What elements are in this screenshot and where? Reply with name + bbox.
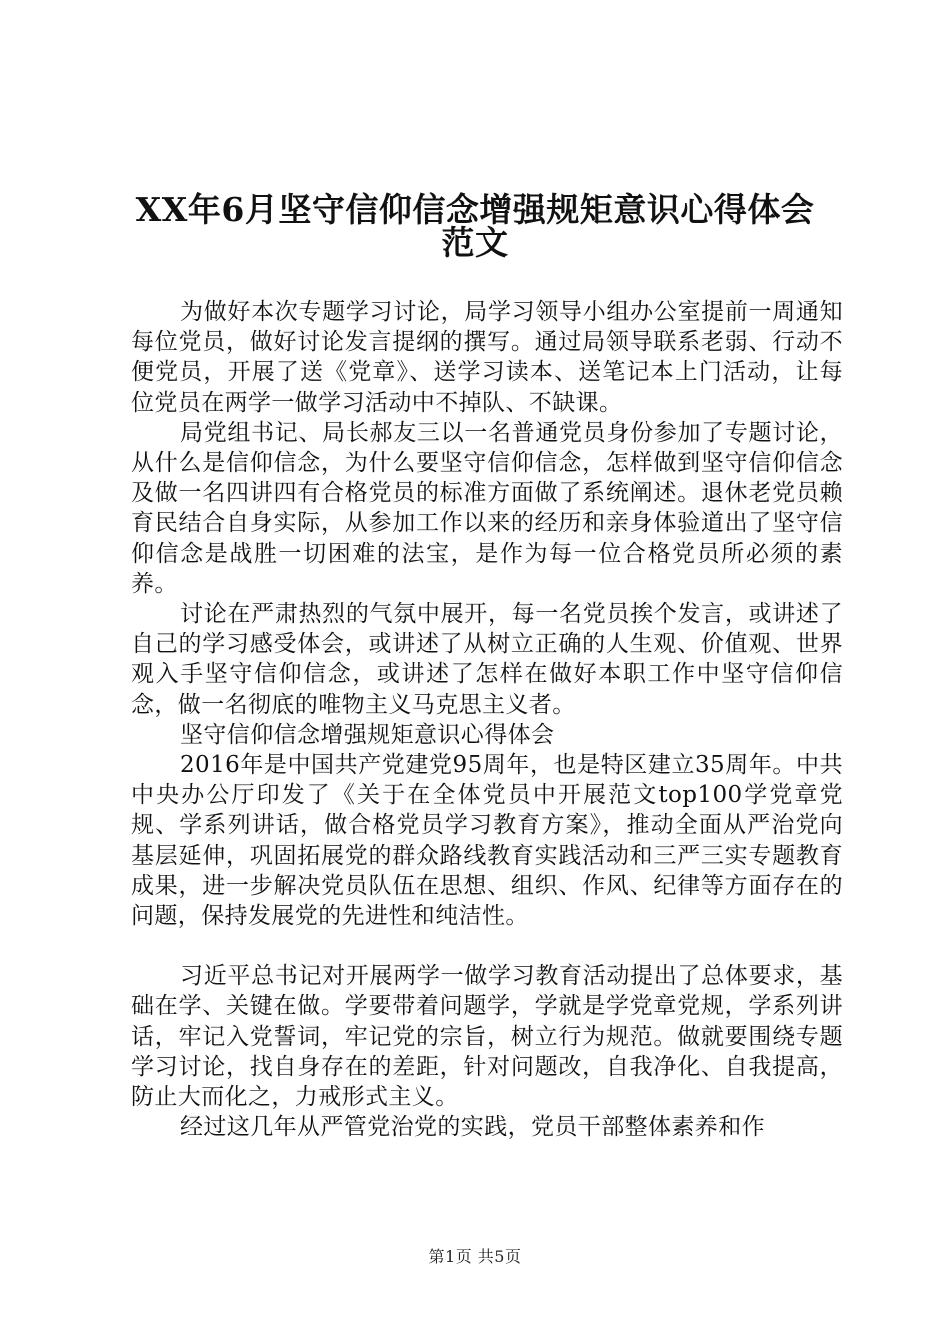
document-body <box>131 297 843 1142</box>
paragraph: 2016年是中国共产党建党95周年，也是特区建立35周年。中共中央办公厅印发了《关于在全体党员中开展范文top100学党章党规、学系列讲话，做合格党员学习教育方案》，推动全面从严治党向基层延伸，巩固拓展党的群众路线教育实践活动和三严三实专题教育成果，进一步解决党员队伍在思想、组织、作风、纪律等方面存在的问题，保持发展党的先进性和纯洁性。 <box>131 752 843 930</box>
paragraph: 经过这几年从严管党治党的实践，党员干部整体素养和作 <box>180 1114 765 1141</box>
paragraph: 讨论在严肃热烈的气氛中展开，每一名党员挨个发言，或讲述了自己的学习感受体会，或讲述了从树立正确的人生观、价值观、世界观入手坚守信仰信念，或讲述了怎样在做好本职工作中坚守信仰信念，做一名彻底的唯物主义马克思主义者。 <box>131 601 843 718</box>
paragraph: 为做好本次专题学习讨论，局学习领导小组办公室提前一周通知每位党员，做好讨论发言提纲的撰写。通过局领导联系老弱、行动不便党员，开展了送《党章》、送学习读本、送笔记本上门活动，让每位党员在两学一做学习活动中不掉队、不缺课。 <box>131 299 843 416</box>
page-number-footer: 第1页 共5页 <box>428 1247 522 1266</box>
document-title-line-2: 范文 <box>441 223 509 262</box>
paragraph: 局党组书记、局长郝友三以一名普通党员身份参加了专题讨论，从什么是信仰信念，为什么要坚守信仰信念，怎样做到坚守信仰信念及做一名四讲四有合格党员的标准方面做了系统阐述。退休老党员赖育民结合自身实际，从参加工作以来的经历和亲身体验道出了坚守信仰信念是战胜一切困难的法宝，是作为每一位合格党员所必须的素养。 <box>131 419 843 597</box>
document-title-line-1: XX年6月坚守信仰信念增强规矩意识心得体会 <box>135 190 815 229</box>
section-heading: 坚守信仰信念增强规矩意识心得体会 <box>180 721 555 748</box>
paragraph: 习近平总书记对开展两学一做学习教育活动提出了总体要求，基础在学、关键在做。学要带着问题学，学就是学党章党规，学系列讲话，牢记入党誓词，牢记党的宗旨，树立行为规范。做就要围绕专题学习讨论，找自身存在的差距，针对问题改，自我净化、自我提高，防止大而化之，力戒形式主义。 <box>131 963 843 1111</box>
